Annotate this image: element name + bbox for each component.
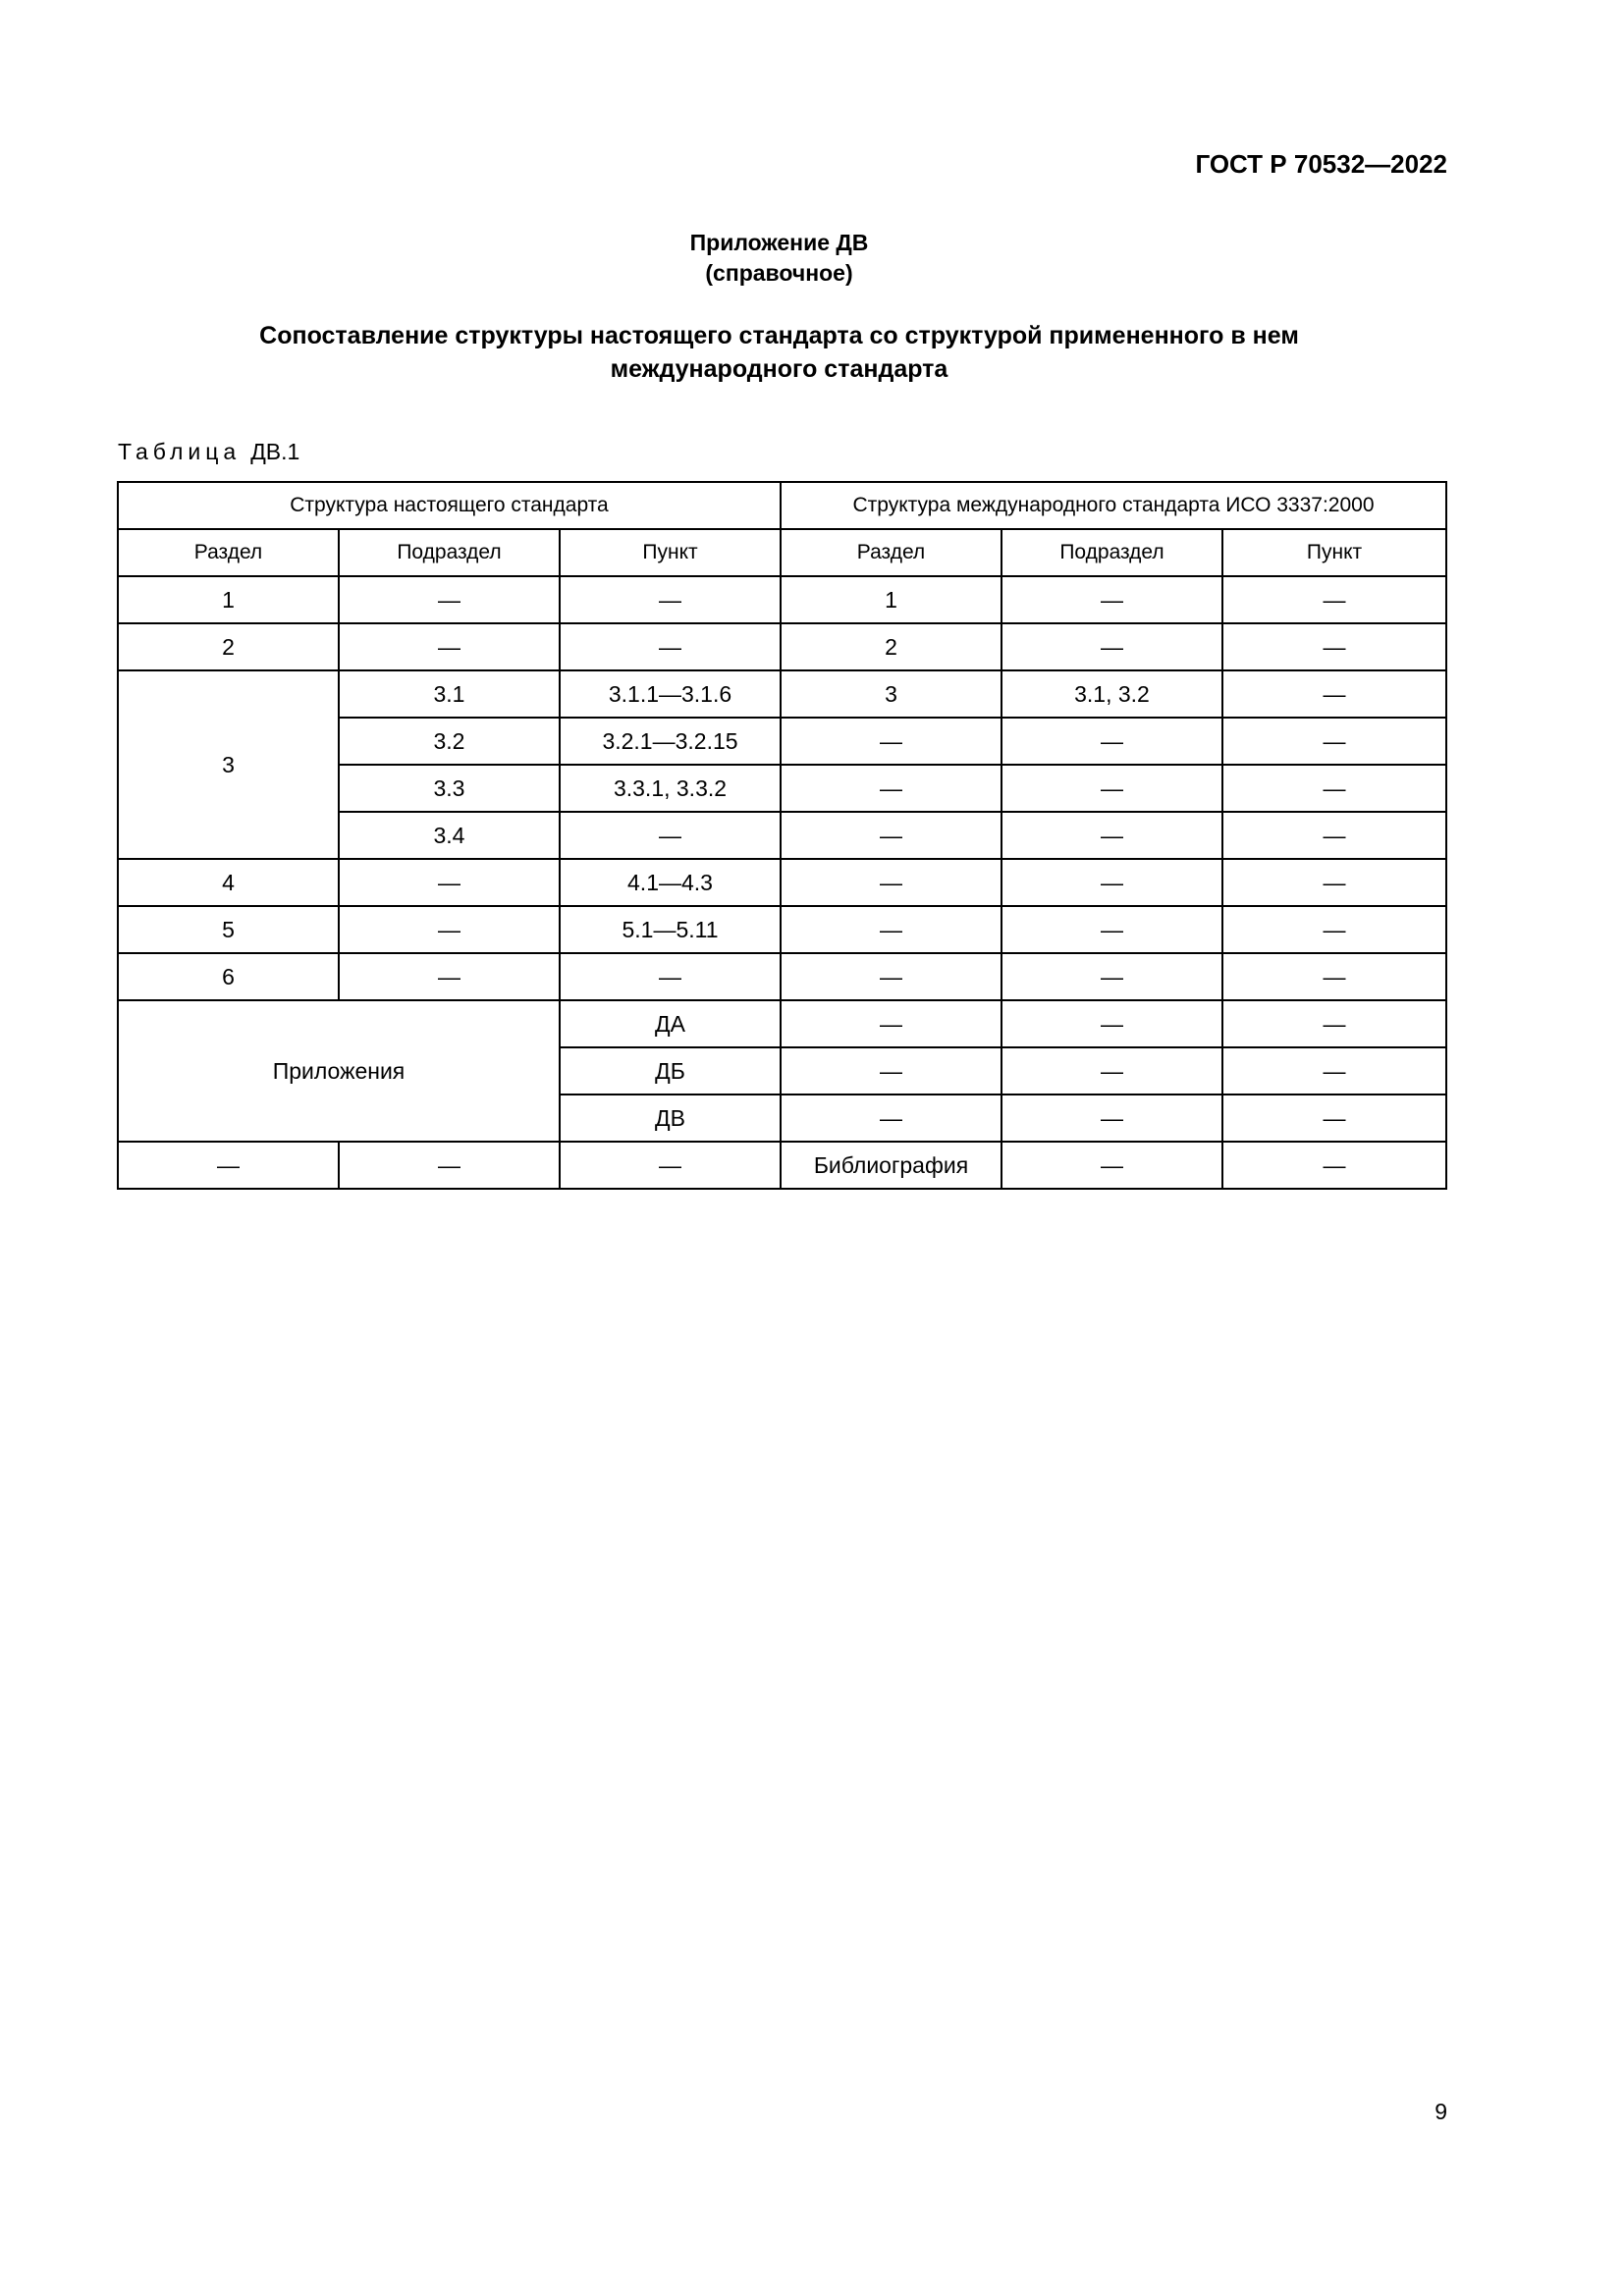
table-cell: 3.4 [339,812,560,859]
table-cell: — [1222,812,1446,859]
table-row [118,576,1446,623]
table-caption [118,439,299,465]
table-cell: — [1222,953,1446,1000]
appendix-title: Приложение ДВ [689,230,869,255]
table-row [118,906,1446,953]
table-cell: ДБ [560,1047,781,1095]
column-header: Пункт [1222,529,1446,576]
table-cell: Библиография [781,1142,1001,1189]
table-cell: — [560,623,781,670]
page-number: 9 [1435,2099,1447,2124]
table-row [118,1000,1446,1047]
table-cell: 3 [781,670,1001,718]
table-cell: — [560,576,781,623]
table-cell: — [1001,1047,1222,1095]
table-cell: — [339,1142,560,1189]
table-row [118,953,1446,1000]
column-header: Пункт [560,529,781,576]
table-cell: 3.1, 3.2 [1001,670,1222,718]
appendix-title-block [0,228,1558,289]
table-cell: — [1001,812,1222,859]
column-header: Раздел [118,529,339,576]
table-cell: — [339,623,560,670]
table-cell: — [1222,670,1446,718]
appendix-subtitle: (справочное) [705,260,853,286]
group-header-international: Структура международного стандарта ИСО 3337:2000 [781,482,1446,529]
table-cell: — [1222,859,1446,906]
table-caption-id: ДВ.1 [250,439,300,464]
table-cell: 6 [118,953,339,1000]
table-cell: 1 [781,576,1001,623]
table-cell: — [1001,718,1222,765]
table-cell: 5 [118,906,339,953]
group-header-row [118,482,1446,529]
group-header-national: Структура настоящего стандарта [118,482,781,529]
table-cell: — [781,859,1001,906]
structure-comparison-table [117,481,1447,1190]
table-cell: — [1001,576,1222,623]
main-heading [177,319,1381,386]
table-cell: 3.2 [339,718,560,765]
table-cell: — [1222,1095,1446,1142]
table-cell: — [1001,1000,1222,1047]
table-cell: 5.1—5.11 [560,906,781,953]
table-cell: — [1222,906,1446,953]
column-header: Подраздел [339,529,560,576]
table-cell: ДА [560,1000,781,1047]
table-cell: — [1222,718,1446,765]
table-cell: — [339,906,560,953]
table-row [118,859,1446,906]
table-cell: 2 [118,623,339,670]
table-cell: — [560,953,781,1000]
document-code: ГОСТ Р 70532—2022 [1195,149,1447,179]
table-cell: — [1222,623,1446,670]
table-cell: — [560,1142,781,1189]
table-cell: 3.2.1—3.2.15 [560,718,781,765]
table-cell: — [1001,953,1222,1000]
table-row [118,623,1446,670]
table-cell: — [781,1047,1001,1095]
table-cell: — [781,812,1001,859]
table-cell: 3.1.1—3.1.6 [560,670,781,718]
table-row [118,670,1446,718]
table-cell: — [781,953,1001,1000]
table-cell: — [781,718,1001,765]
table-cell: — [781,1000,1001,1047]
table-cell-merged: Приложения [118,1000,560,1142]
table-cell: — [781,1095,1001,1142]
table-cell: — [1222,1047,1446,1095]
table-cell: — [1222,576,1446,623]
table-cell: — [1222,765,1446,812]
table-cell: — [1001,765,1222,812]
table-cell: — [339,953,560,1000]
table-cell: 3.1 [339,670,560,718]
table-row [118,1142,1446,1189]
table-cell: — [560,812,781,859]
table-cell: 3.3.1, 3.3.2 [560,765,781,812]
table-cell: — [1222,1000,1446,1047]
column-header: Раздел [781,529,1001,576]
table-cell: — [1001,906,1222,953]
table-cell: — [1001,859,1222,906]
table-cell: 4 [118,859,339,906]
table-cell: — [1001,1142,1222,1189]
table-cell: 4.1—4.3 [560,859,781,906]
table-cell: — [1001,1095,1222,1142]
table-cell-merged: 3 [118,670,339,859]
table-caption-prefix: Таблица [118,439,242,464]
column-header-row [118,529,1446,576]
table-cell: — [781,906,1001,953]
table-cell: — [339,859,560,906]
column-header: Подраздел [1001,529,1222,576]
table-cell: ДВ [560,1095,781,1142]
table-cell: — [1001,623,1222,670]
table-cell: — [339,576,560,623]
table-cell: — [1222,1142,1446,1189]
table-cell: 1 [118,576,339,623]
main-heading-line-1: Сопоставление структуры настоящего стандарта со структурой примененного в нем [259,322,1299,349]
table-cell: — [781,765,1001,812]
table-cell: 2 [781,623,1001,670]
main-heading-line-2: международного стандарта [610,355,948,383]
table-cell: 3.3 [339,765,560,812]
table-cell: — [118,1142,339,1189]
